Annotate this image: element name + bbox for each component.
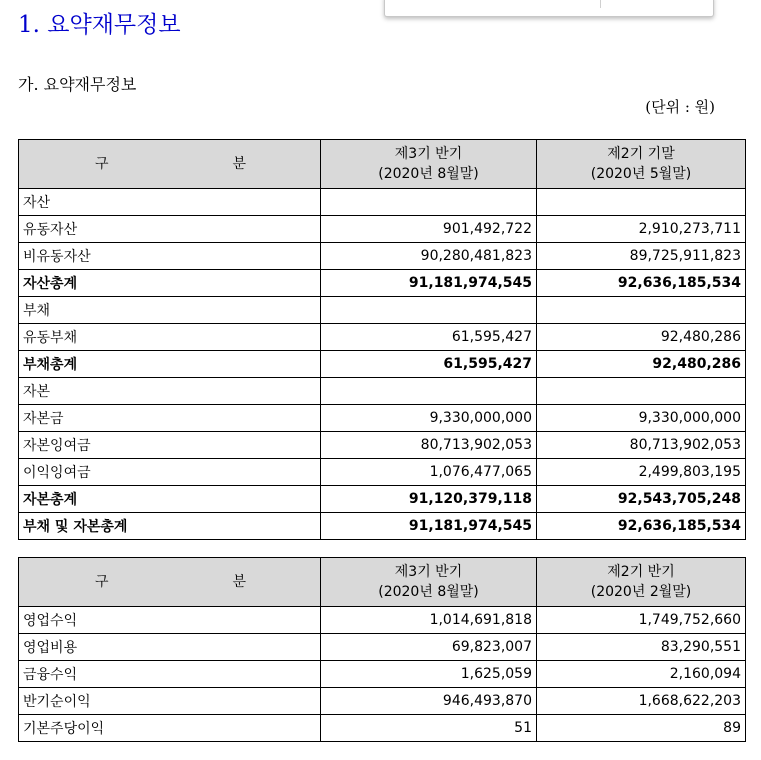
table-row (19, 513, 746, 540)
header-period-prior: 제2기 반기 (2020년 2월말) (537, 558, 746, 607)
table-row (19, 634, 746, 661)
row-label: 자본금 (19, 405, 321, 432)
income-statement-table (18, 557, 746, 742)
header-gubun: 구 분 (19, 558, 321, 607)
table-row (19, 459, 746, 486)
value-current: 1,076,477,065 (321, 459, 537, 486)
dropdown-popup (384, 0, 714, 17)
popup-divider (600, 0, 601, 8)
row-label: 반기순이익 (19, 688, 321, 715)
value-prior: 92,636,185,534 (537, 513, 746, 540)
row-label: 금융수익 (19, 661, 321, 688)
row-label: 유동자산 (19, 216, 321, 243)
table-row (19, 405, 746, 432)
table-row (19, 378, 746, 405)
value-prior: 2,910,273,711 (537, 216, 746, 243)
value-current: 1,014,691,818 (321, 607, 537, 634)
row-label: 자본잉여금 (19, 432, 321, 459)
row-label: 기본주당이익 (19, 715, 321, 742)
value-current: 90,280,481,823 (321, 243, 537, 270)
table-row (19, 688, 746, 715)
value-current: 69,823,007 (321, 634, 537, 661)
table-row (19, 432, 746, 459)
income-statement-body (19, 607, 746, 742)
unit-label: (단위 : 원) (645, 98, 715, 116)
row-label: 영업비용 (19, 634, 321, 661)
row-label: 이익잉여금 (19, 459, 321, 486)
value-current: 9,330,000,000 (321, 405, 537, 432)
value-prior: 80,713,902,053 (537, 432, 746, 459)
value-current: 1,625,059 (321, 661, 537, 688)
value-current: 901,492,722 (321, 216, 537, 243)
table-row (19, 486, 746, 513)
row-label: 자본총계 (19, 486, 321, 513)
value-prior: 92,636,185,534 (537, 270, 746, 297)
value-current (321, 297, 537, 324)
row-label: 자산총계 (19, 270, 321, 297)
value-prior: 2,160,094 (537, 661, 746, 688)
value-prior: 1,749,752,660 (537, 607, 746, 634)
value-prior (537, 378, 746, 405)
header-period-current: 제3기 반기 (2020년 8월말) (321, 140, 537, 189)
value-prior (537, 189, 746, 216)
value-prior: 89 (537, 715, 746, 742)
header-period-current: 제3기 반기 (2020년 8월말) (321, 558, 537, 607)
value-prior: 9,330,000,000 (537, 405, 746, 432)
table-row (19, 715, 746, 742)
row-label: 영업수익 (19, 607, 321, 634)
page-title: 1. 요약재무정보 (18, 12, 181, 38)
value-prior: 2,499,803,195 (537, 459, 746, 486)
section-subtitle: 가. 요약재무정보 (18, 75, 137, 94)
value-prior: 92,480,286 (537, 351, 746, 378)
value-current: 91,120,379,118 (321, 486, 537, 513)
header-period-prior: 제2기 기말 (2020년 5월말) (537, 140, 746, 189)
value-current: 946,493,870 (321, 688, 537, 715)
table-row (19, 189, 746, 216)
value-prior (537, 297, 746, 324)
value-current: 61,595,427 (321, 351, 537, 378)
table-row (19, 270, 746, 297)
value-prior: 1,668,622,203 (537, 688, 746, 715)
value-current: 80,713,902,053 (321, 432, 537, 459)
row-label: 부채 (19, 297, 321, 324)
balance-sheet-table (18, 139, 746, 540)
row-label: 자본 (19, 378, 321, 405)
header-gubun: 구 분 (19, 140, 321, 189)
balance-sheet-body (19, 189, 746, 540)
value-current (321, 378, 537, 405)
value-current: 51 (321, 715, 537, 742)
value-prior: 89,725,911,823 (537, 243, 746, 270)
row-label: 부채총계 (19, 351, 321, 378)
row-label: 부채 및 자본총계 (19, 513, 321, 540)
row-label: 유동부채 (19, 324, 321, 351)
table-row (19, 607, 746, 634)
table-row (19, 661, 746, 688)
table-row (19, 297, 746, 324)
value-prior: 83,290,551 (537, 634, 746, 661)
value-prior: 92,543,705,248 (537, 486, 746, 513)
table-row (19, 243, 746, 270)
value-current: 91,181,974,545 (321, 270, 537, 297)
row-label: 비유동자산 (19, 243, 321, 270)
table-row (19, 324, 746, 351)
table-row (19, 351, 746, 378)
value-current: 91,181,974,545 (321, 513, 537, 540)
value-current: 61,595,427 (321, 324, 537, 351)
value-current (321, 189, 537, 216)
row-label: 자산 (19, 189, 321, 216)
value-prior: 92,480,286 (537, 324, 746, 351)
table-row (19, 216, 746, 243)
